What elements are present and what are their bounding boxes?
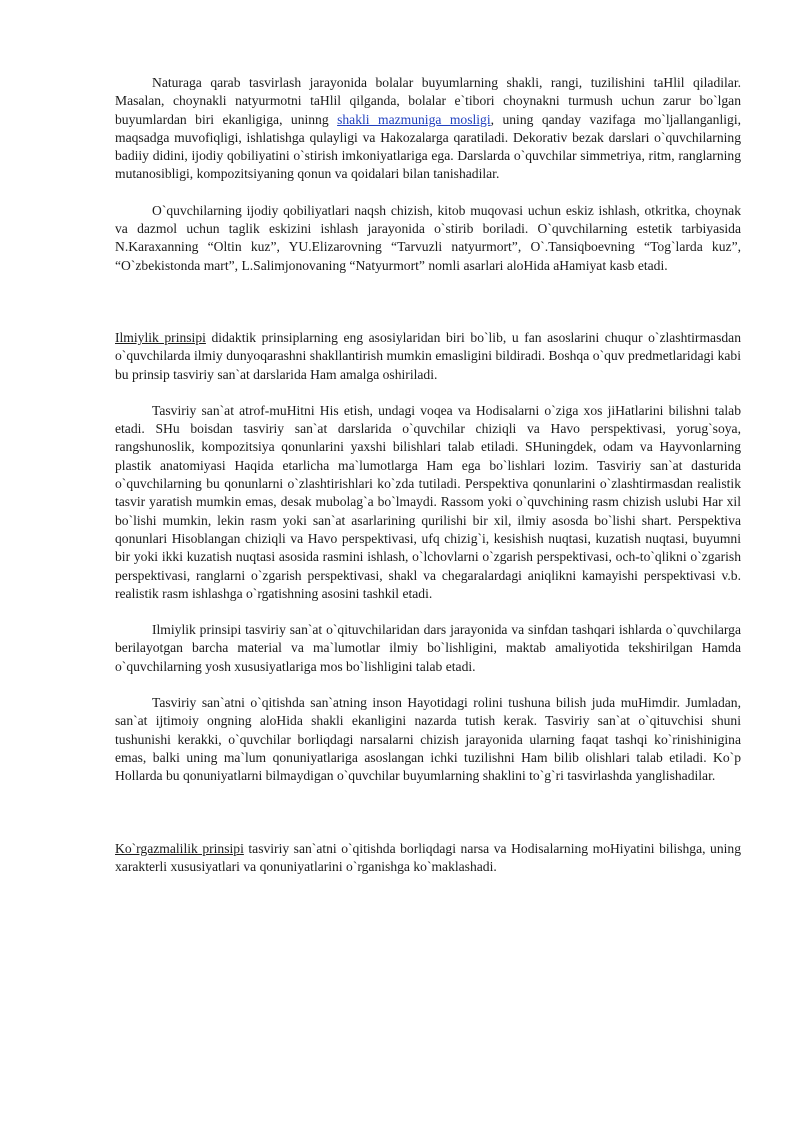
paragraph-ijodiy-qobiliyat: O`quvchilarning ijodiy qobiliyatlari naqsh chizish, kitob muqovasi uchun eskiz ishlash, otkritka, choynak va dazmol uchun taglik eskizini ishlash jarayonida o`stirib boriladi. O`quvchilarning estetik tarbiyasida N.Karaxanning “Oltin kuz”, YU.Elizarovning “Tarvuzli natyurmort”, O`.Tansiqboevning “Tog`larda kuz”, “O`zbekistonda mart”, L.Salimjonovaning “Natyurmort” nomli asarlari aloHida aHamiyat kasb etadi. — [115, 202, 741, 273]
paragraph-text: tasviriy san`atni o`qitishda borliqdagi narsa va Hodisalarning moHiyatini bilishga, uning xarakterli xususiyatlari va qonuniyatlarini o`rganishga ko`maklashadi. — [115, 840, 741, 874]
paragraph-san-at-roli: Tasviriy san`atni o`qitishda san`atning inson Hayotidagi rolini tushuna bilish juda muHimdir. Jumladan, san`at ijtimoiy ongning aloHida shakli ekanligini nazarda tutish kerak. Tasviriy san`at o`qituvchisi shuni tushunishi kerakki, o`quvchilar borliqdagi narsalarni chizish jarayonida ularning faqat tashqi ko`rinishinigina emas, balki uning ma`lum qonuniyatlariga asoslangan ichki tuzilishni Ham bilib olishlari talab etiladi. Ko`p Hollarda bu qonuniyatlarni bilmaydigan o`quvchilar buyumlarning shaklini to`g`ri tasvirlashda yanglishadilar. — [115, 695, 741, 784]
term-korgazmalilik-prinsipi: Ko`rgazmalilik prinsipi — [115, 840, 244, 856]
paragraph-text: didaktik prinsiplarning eng asosiylaridan biri bo`lib, u fan asoslarini chuqur o`zlashtirmasdan o`quvchilarda ilmiy dunyoqarashni shakllantirish mumkin emasligini bildiradi. Boshqa o`quv predmetlaridagi kabi bu prinsip tasviriy san`at darslarida Ham amalga oshiriladi. — [115, 329, 741, 382]
paragraph-perspektiva: Tasviriy san`at atrof-muHitni His etish, undagi voqea va Hodisalarni o`ziga xos jiHatlarini bilishni talab etadi. SHu boisdan tasviriy san`at darslarida o`quvchilar chiziqli va Havo perspektivasi, yorug`soya, rangshunoslik, kompozitsiya qonunlarini yaxshi bilishlari talab etiladi. SHuningdek, odam va Hayvonlarning plastik anatomiyasi Haqida etarlicha ma`lumotlarga Ham ega bo`lishlari lozim. Tasviriy san`at dasturida o`quvchilarning bu qonunlarni o`zlashtirishlari ko`zda tutiladi. Perspektiva qonunlarini o`zlashtirmasdan realistik tasvir yaratish mumkin emas, desak mubolag`a bo`lmaydi. Rassom yoki o`quvchining rasm chizish uslubi Har xil bo`lishi mumkin, lekin rasm yoki san`at asarlarining qurilishi bir xil, ilmiy asosda bo`lishi shart. Perspektiva qonunlari Hisoblangan chiziqli va Havo perspektivasi, ufq chizig`i, kesishish nuqtasi, kuzatish nuqtasi, buyumni bir yoki ikki kuzatish nuqtasi asosida rasmini ishlash, o`lchovlarni o`zgarish perspektivasi, och-to`qlikni o`zgarish perspektivasi, ranglarni o`zgarish perspektivasi, shakl va chegaralardagi aniqlikni kamayishi perspektivasi v.b. realistik rasm ishlashga o`rgatishning asosini tashkil etadi. — [115, 402, 741, 601]
document-page — [115, 74, 741, 876]
term-ilmiylik-prinsipi: Ilmiylik prinsipi — [115, 329, 206, 345]
shakli-mazmuniga-link[interactable]: shakli mazmuniga mosligi — [337, 111, 491, 127]
paragraph-ilmiylik-talab: Ilmiylik prinsipi tasviriy san`at o`qituvchilaridan dars jarayonida va sinfdan tashqari ishlarda o`quvchilarga berilayotgan barcha material va ma`lumotlar ilmiy bo`lishligini, maktab amaliyotida tekshirilgan Hamda o`quvchilarning yosh xususiyatlariga mos bo`lishligini talab etadi. — [115, 622, 741, 674]
paragraph-text: , uning qanday vazifaga mo`ljallanganligi, maqsadga muvofiqligi, ishlatishga qulayligi va Hakozalarga qaratiladi. Dekorativ bezak darslari o`quvchilarning badiiy didini, ijodiy qobiliyatini o`stirish imkoniyatlariga ega. Darslarda o`quvchilar simmetriya, ritm, ranglarning mutanosibligi, kompozitsiyaning qonun va qoidalari bilan tanishadilar. — [115, 111, 741, 182]
paragraph-naturaga — [115, 74, 741, 184]
paragraph-korgazmalilik-prinsipi — [115, 840, 741, 877]
paragraph-text: Naturaga qarab tasvirlash jarayonida bolalar buyumlarning shakli, rangi, tuzilishini taHlil qiladilar. Masalan, choynakli natyurmotni taHlil qilganda, bolalar e`tibori choynakni turmush uchun zarur bo`lgan buyumlardan biri ekanligiga, uninng — [115, 75, 741, 127]
paragraph-ilmiylik-prinsipi — [115, 329, 741, 384]
